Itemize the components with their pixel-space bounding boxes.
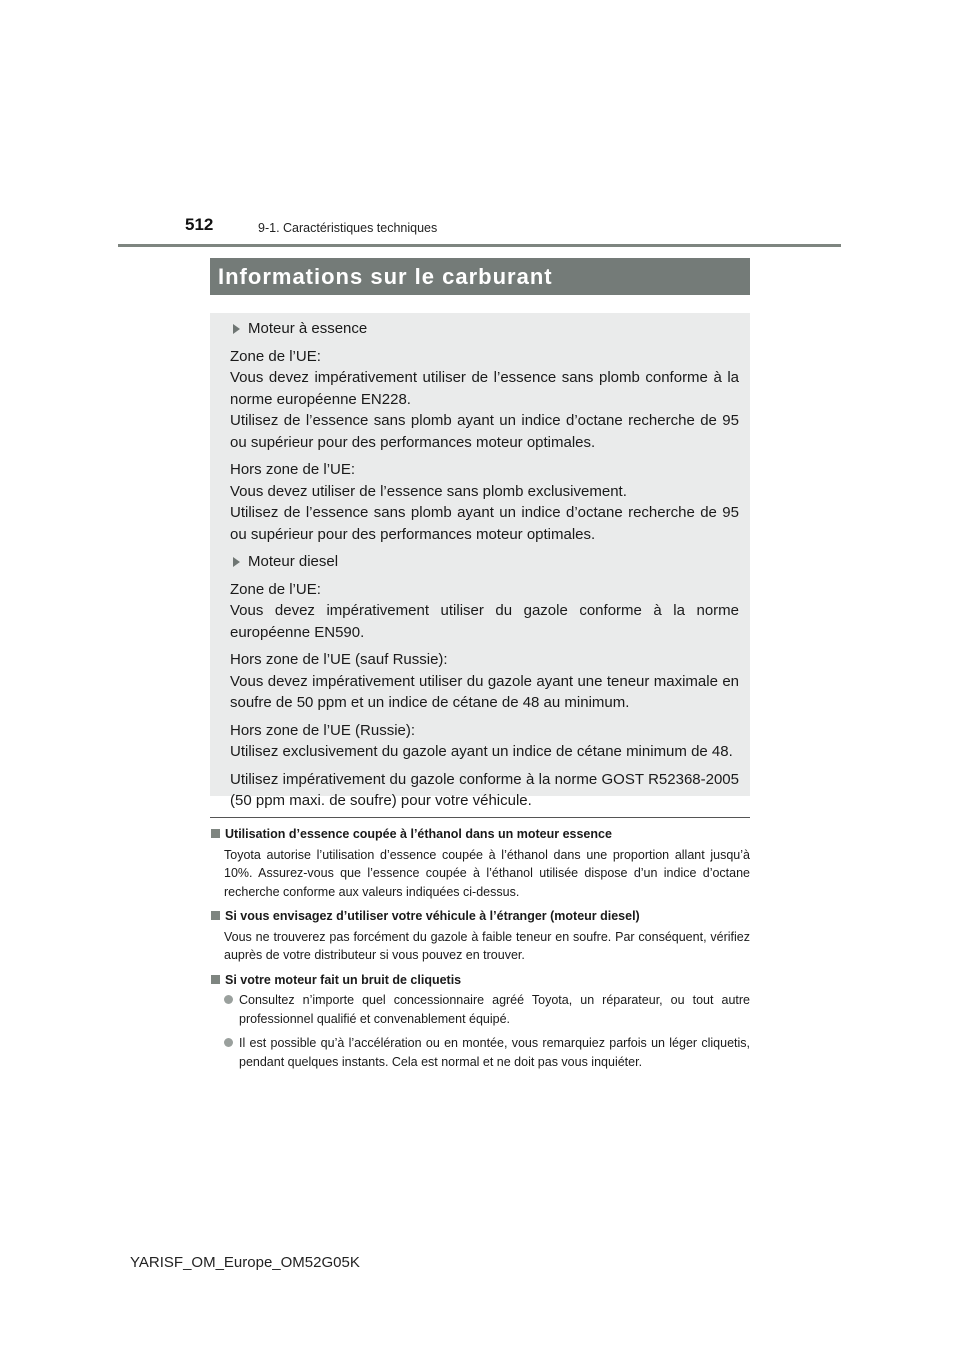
diesel-russia-zone: Hors zone de l’UE (Russie): [230,721,416,739]
note-knock-item [224,1034,750,1071]
note-ethanol-title [210,825,750,844]
note-ethanol-title-text: Utilisation d’essence coupée à l’éthanol dans un moteur essence [225,827,612,841]
petrol-eu-requirement: Vous devez impérativement utiliser de l’essence sans plomb conforme à la norme européenne EN228. [230,369,739,408]
square-bullet-icon [211,829,220,838]
diesel-eu-paragraph [230,579,739,644]
petrol-non-eu-paragraph [230,459,739,545]
fuel-requirements-box [210,313,750,809]
diesel-heading-label: Moteur diesel [248,553,339,570]
note-ethanol-body: Toyota autorise l’utilisation d’essence coupée à l’éthanol dans une proportion allant jusqu’à 10%. Assurez-vous que l’essence coupée à l’éthanol utilisée dispose d’un indice d’octane recherche conforme aux valeurs indiquées ci-dessus. [224,847,750,899]
notes-divider [210,817,750,818]
petrol-non-eu-zone: Hors zone de l’UE: [230,461,356,478]
diesel-non-eu-zone: Hors zone de l’UE (sauf Russie): [230,651,448,668]
petrol-non-eu-requirement: Vous devez utiliser de l’essence sans plomb exclusivement. [230,482,627,500]
petrol-eu-zone: Zone de l’UE: [230,347,321,365]
petrol-non-eu-octane: Utilisez de l’essence sans plomb ayant un indice d’octane recherche de 95 ou supérieur pour des performances moteur optimales. [230,504,739,543]
petrol-heading-label: Moteur à essence [248,320,368,337]
square-bullet-icon [211,975,220,984]
square-bullet-icon [211,911,220,920]
diesel-russia-requirement: Utilisez exclusivement du gazole ayant un indice de cétane minimum de 48. [230,743,733,760]
diesel-non-eu-paragraph [230,649,739,714]
diesel-non-eu-requirement: Vous devez impérativement utiliser du gazole ayant une teneur maximale en soufre de 50 ppm et un indice de cétane de 48 au minimum. [230,672,739,711]
note-abroad-title-text: Si vous envisagez d’utiliser votre véhicule à l’étranger (moteur diesel) [225,909,640,923]
note-knock-item-text: Il est possible qu’à l’accélération ou en montée, vous remarquiez parfois un léger cliquetis, pendant quelques instants. Cela est normal et ne doit pas vous inquiéter. [239,1036,750,1069]
document-code: YARISF_OM_Europe_OM52G05K [130,1254,360,1271]
note-knock-title [210,971,750,990]
diesel-heading [230,551,739,573]
title-bar [210,258,750,295]
petrol-eu-octane: Utilisez de l’essence sans plomb ayant un indice d’octane recherche de 95 ou supérieur pour des performances moteur optimales. [230,412,739,451]
note-abroad-body: Vous ne trouverez pas forcément du gazole à faible teneur en soufre. Par conséquent, vérifiez auprès de votre distributeur si vous pouvez en trouver. [224,929,750,962]
note-knock-item [224,991,750,1028]
notes-section [210,825,750,1077]
petrol-heading [230,318,739,340]
page-title: Informations sur le carburant [218,263,553,289]
section-label: 9-1. Caractéristiques techniques [258,221,438,235]
triangle-bullet-icon [233,557,240,567]
header-divider [118,244,841,247]
note-knock-item-text: Consultez n’importe quel concessionnaire agréé Toyota, un réparateur, ou tout autre professionnel qualifié et convenablement équipé. [239,993,750,1026]
diesel-gost-paragraph: Utilisez impérativement du gazole conforme à la norme GOST R52368-2005 (50 ppm maxi. de soufre) pour votre véhicule. [230,770,739,809]
circle-bullet-icon [224,1038,233,1047]
circle-bullet-icon [224,995,233,1004]
note-knock-title-text: Si votre moteur fait un bruit de cliquetis [225,972,462,987]
triangle-bullet-icon [233,324,240,334]
diesel-russia-paragraph [230,720,739,763]
page-number: 512 [185,215,214,234]
diesel-eu-zone: Zone de l’UE: [230,580,321,598]
note-abroad-title [210,907,750,926]
petrol-eu-paragraph [230,346,739,454]
diesel-eu-requirement: Vous devez impérativement utiliser du gazole conforme à la norme européenne EN590. [230,602,739,641]
